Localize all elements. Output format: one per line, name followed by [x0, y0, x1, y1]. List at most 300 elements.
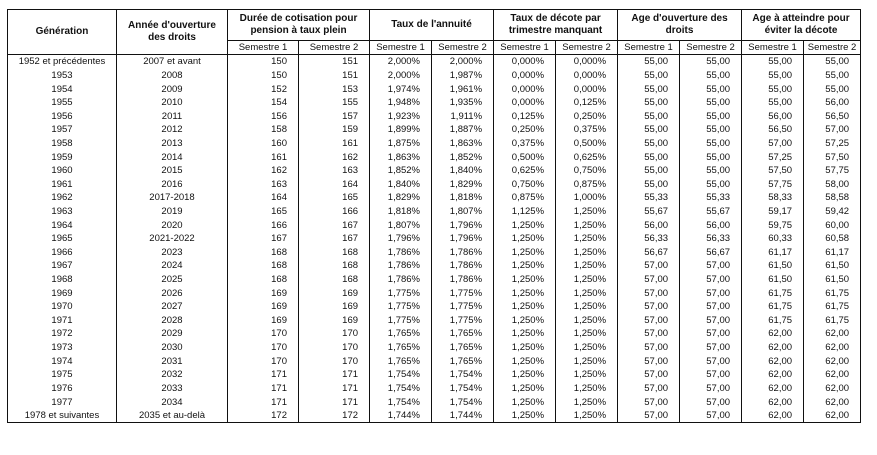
cell-taux-s2: 1,765%	[432, 327, 494, 341]
cell-duree-s1: 162	[228, 164, 299, 178]
cell-taux-s1: 1,765%	[370, 354, 432, 368]
cell-annee-ouverture: 2009	[117, 82, 228, 96]
cell-decote-s1: 1,250%	[494, 327, 556, 341]
cell-age-decote-s1: 61,75	[742, 314, 804, 328]
cell-generation: 1965	[8, 232, 117, 246]
table-row	[8, 273, 861, 287]
cell-age-ouverture-s1: 55,33	[618, 191, 680, 205]
cell-taux-s2: 1,786%	[432, 259, 494, 273]
cell-decote-s2: 0,000%	[556, 82, 618, 96]
pension-parameters-table	[7, 9, 861, 423]
cell-decote-s1: 1,125%	[494, 205, 556, 219]
header-duree-semestre-1: Semestre 1	[228, 41, 299, 55]
cell-age-decote-s2: 61,17	[804, 246, 861, 260]
cell-age-ouverture-s1: 57,00	[618, 327, 680, 341]
cell-taux-s2: 1,818%	[432, 191, 494, 205]
cell-duree-s1: 163	[228, 177, 299, 191]
cell-age-decote-s2: 62,00	[804, 327, 861, 341]
cell-duree-s1: 170	[228, 327, 299, 341]
cell-age-ouverture-s2: 55,00	[680, 137, 742, 151]
cell-annee-ouverture: 2026	[117, 286, 228, 300]
cell-age-decote-s2: 60,58	[804, 232, 861, 246]
cell-duree-s1: 168	[228, 246, 299, 260]
cell-generation: 1968	[8, 273, 117, 287]
cell-age-decote-s1: 58,33	[742, 191, 804, 205]
cell-age-decote-s1: 59,17	[742, 205, 804, 219]
cell-taux-s2: 1,887%	[432, 123, 494, 137]
cell-decote-s2: 1,250%	[556, 300, 618, 314]
cell-taux-s1: 1,765%	[370, 327, 432, 341]
cell-duree-s2: 168	[299, 273, 370, 287]
cell-taux-s2: 1,754%	[432, 395, 494, 409]
cell-decote-s1: 1,250%	[494, 232, 556, 246]
cell-age-decote-s1: 59,75	[742, 218, 804, 232]
cell-decote-s2: 1,250%	[556, 246, 618, 260]
cell-duree-s2: 167	[299, 232, 370, 246]
cell-age-decote-s1: 57,25	[742, 150, 804, 164]
cell-decote-s1: 1,250%	[494, 300, 556, 314]
cell-taux-s1: 1,754%	[370, 368, 432, 382]
header-taux-decote: Taux de décote par trimestre manquant	[494, 10, 618, 41]
cell-taux-s2: 1,796%	[432, 218, 494, 232]
cell-decote-s2: 0,875%	[556, 177, 618, 191]
cell-taux-s1: 1,765%	[370, 341, 432, 355]
cell-age-decote-s1: 62,00	[742, 341, 804, 355]
cell-age-decote-s1: 55,00	[742, 55, 804, 69]
cell-taux-s2: 1,786%	[432, 273, 494, 287]
cell-annee-ouverture: 2010	[117, 96, 228, 110]
cell-decote-s2: 1,000%	[556, 191, 618, 205]
cell-age-decote-s2: 62,00	[804, 395, 861, 409]
cell-decote-s1: 0,000%	[494, 69, 556, 83]
cell-taux-s1: 1,875%	[370, 137, 432, 151]
cell-age-ouverture-s1: 55,00	[618, 150, 680, 164]
cell-decote-s2: 1,250%	[556, 286, 618, 300]
cell-taux-s1: 1,829%	[370, 191, 432, 205]
cell-age-ouverture-s2: 55,00	[680, 82, 742, 96]
cell-age-ouverture-s2: 55,00	[680, 69, 742, 83]
cell-decote-s1: 1,250%	[494, 341, 556, 355]
cell-decote-s1: 0,500%	[494, 150, 556, 164]
cell-age-decote-s2: 56,50	[804, 109, 861, 123]
cell-taux-s2: 2,000%	[432, 55, 494, 69]
cell-duree-s2: 161	[299, 137, 370, 151]
cell-age-decote-s1: 61,50	[742, 273, 804, 287]
table-row	[8, 96, 861, 110]
cell-taux-s2: 1,775%	[432, 314, 494, 328]
cell-duree-s1: 158	[228, 123, 299, 137]
cell-annee-ouverture: 2013	[117, 137, 228, 151]
cell-age-ouverture-s1: 56,33	[618, 232, 680, 246]
cell-taux-s1: 1,852%	[370, 164, 432, 178]
cell-decote-s1: 0,375%	[494, 137, 556, 151]
table-row	[8, 191, 861, 205]
cell-duree-s1: 170	[228, 341, 299, 355]
table-row	[8, 109, 861, 123]
cell-age-ouverture-s2: 57,00	[680, 409, 742, 423]
table-row	[8, 205, 861, 219]
cell-age-decote-s1: 61,17	[742, 246, 804, 260]
cell-age-ouverture-s2: 57,00	[680, 300, 742, 314]
cell-age-ouverture-s1: 57,00	[618, 341, 680, 355]
cell-duree-s1: 168	[228, 273, 299, 287]
cell-generation: 1955	[8, 96, 117, 110]
cell-taux-s2: 1,775%	[432, 286, 494, 300]
cell-duree-s1: 171	[228, 382, 299, 396]
cell-age-ouverture-s1: 57,00	[618, 354, 680, 368]
cell-age-decote-s2: 62,00	[804, 354, 861, 368]
cell-age-decote-s2: 55,00	[804, 55, 861, 69]
cell-duree-s1: 154	[228, 96, 299, 110]
cell-annee-ouverture: 2030	[117, 341, 228, 355]
cell-taux-s1: 1,796%	[370, 232, 432, 246]
cell-decote-s1: 1,250%	[494, 314, 556, 328]
cell-taux-s2: 1,775%	[432, 300, 494, 314]
cell-decote-s1: 0,625%	[494, 164, 556, 178]
cell-age-ouverture-s1: 57,00	[618, 314, 680, 328]
cell-annee-ouverture: 2008	[117, 69, 228, 83]
cell-decote-s2: 1,250%	[556, 341, 618, 355]
table-row	[8, 300, 861, 314]
cell-age-ouverture-s1: 57,00	[618, 382, 680, 396]
cell-age-ouverture-s1: 57,00	[618, 395, 680, 409]
cell-generation: 1975	[8, 368, 117, 382]
cell-decote-s1: 1,250%	[494, 395, 556, 409]
cell-decote-s2: 1,250%	[556, 382, 618, 396]
cell-age-ouverture-s1: 55,00	[618, 177, 680, 191]
cell-duree-s2: 172	[299, 409, 370, 423]
cell-decote-s1: 1,250%	[494, 354, 556, 368]
cell-decote-s1: 1,250%	[494, 409, 556, 423]
cell-age-decote-s2: 62,00	[804, 409, 861, 423]
cell-duree-s1: 160	[228, 137, 299, 151]
cell-annee-ouverture: 2012	[117, 123, 228, 137]
cell-decote-s1: 1,250%	[494, 259, 556, 273]
cell-decote-s1: 0,875%	[494, 191, 556, 205]
cell-age-decote-s1: 61,75	[742, 286, 804, 300]
table-row	[8, 150, 861, 164]
header-duree-semestre-2: Semestre 2	[299, 41, 370, 55]
cell-taux-s1: 1,974%	[370, 82, 432, 96]
header-age-ouverture-semestre-1: Semestre 1	[618, 41, 680, 55]
cell-decote-s2: 1,250%	[556, 354, 618, 368]
cell-annee-ouverture: 2027	[117, 300, 228, 314]
table-row	[8, 232, 861, 246]
cell-age-decote-s1: 62,00	[742, 327, 804, 341]
cell-generation: 1972	[8, 327, 117, 341]
header-taux-annuite: Taux de l'annuité	[370, 10, 494, 41]
cell-taux-s1: 1,786%	[370, 259, 432, 273]
cell-age-decote-s1: 57,75	[742, 177, 804, 191]
table-row	[8, 327, 861, 341]
cell-generation: 1969	[8, 286, 117, 300]
cell-age-ouverture-s1: 55,00	[618, 82, 680, 96]
cell-age-ouverture-s1: 55,00	[618, 137, 680, 151]
cell-annee-ouverture: 2034	[117, 395, 228, 409]
cell-decote-s1: 1,250%	[494, 273, 556, 287]
cell-taux-s2: 1,863%	[432, 137, 494, 151]
cell-age-ouverture-s2: 56,33	[680, 232, 742, 246]
header-decote-semestre-1: Semestre 1	[494, 41, 556, 55]
cell-age-decote-s2: 55,00	[804, 82, 861, 96]
cell-age-ouverture-s1: 55,00	[618, 69, 680, 83]
cell-taux-s2: 1,987%	[432, 69, 494, 83]
cell-age-decote-s2: 62,00	[804, 368, 861, 382]
cell-decote-s2: 0,250%	[556, 109, 618, 123]
header-age-eviter-decote: Age à atteindre pour éviter la décote	[742, 10, 861, 41]
cell-decote-s1: 1,250%	[494, 286, 556, 300]
cell-decote-s1: 0,250%	[494, 123, 556, 137]
cell-age-decote-s1: 55,00	[742, 69, 804, 83]
cell-taux-s1: 1,754%	[370, 395, 432, 409]
cell-age-decote-s2: 62,00	[804, 382, 861, 396]
cell-taux-s2: 1,796%	[432, 232, 494, 246]
header-age-decote-semestre-1: Semestre 1	[742, 41, 804, 55]
cell-age-ouverture-s2: 55,00	[680, 55, 742, 69]
cell-age-ouverture-s2: 55,00	[680, 123, 742, 137]
cell-duree-s1: 172	[228, 409, 299, 423]
cell-age-decote-s1: 62,00	[742, 409, 804, 423]
cell-taux-s1: 1,754%	[370, 382, 432, 396]
table-row	[8, 82, 861, 96]
cell-age-decote-s2: 60,00	[804, 218, 861, 232]
cell-duree-s1: 164	[228, 191, 299, 205]
cell-decote-s2: 0,000%	[556, 55, 618, 69]
cell-duree-s2: 162	[299, 150, 370, 164]
cell-duree-s2: 170	[299, 354, 370, 368]
cell-duree-s2: 153	[299, 82, 370, 96]
cell-generation: 1964	[8, 218, 117, 232]
cell-age-ouverture-s1: 56,67	[618, 246, 680, 260]
cell-age-ouverture-s1: 55,00	[618, 123, 680, 137]
table-row	[8, 218, 861, 232]
cell-age-ouverture-s2: 56,67	[680, 246, 742, 260]
cell-age-ouverture-s1: 56,00	[618, 218, 680, 232]
cell-generation: 1960	[8, 164, 117, 178]
cell-generation: 1962	[8, 191, 117, 205]
cell-age-decote-s2: 58,58	[804, 191, 861, 205]
cell-generation: 1963	[8, 205, 117, 219]
cell-generation: 1976	[8, 382, 117, 396]
cell-age-ouverture-s2: 57,00	[680, 259, 742, 273]
cell-annee-ouverture: 2031	[117, 354, 228, 368]
cell-duree-s2: 171	[299, 382, 370, 396]
cell-age-decote-s2: 55,00	[804, 69, 861, 83]
cell-duree-s2: 168	[299, 246, 370, 260]
cell-duree-s2: 171	[299, 368, 370, 382]
table-row	[8, 55, 861, 69]
cell-duree-s1: 171	[228, 368, 299, 382]
cell-decote-s2: 1,250%	[556, 327, 618, 341]
cell-taux-s2: 1,765%	[432, 354, 494, 368]
cell-age-ouverture-s1: 55,67	[618, 205, 680, 219]
cell-taux-s2: 1,852%	[432, 150, 494, 164]
cell-annee-ouverture: 2025	[117, 273, 228, 287]
cell-duree-s2: 159	[299, 123, 370, 137]
table-row	[8, 259, 861, 273]
cell-taux-s2: 1,807%	[432, 205, 494, 219]
cell-taux-s1: 1,818%	[370, 205, 432, 219]
header-generation: Génération	[8, 10, 117, 55]
cell-duree-s2: 167	[299, 218, 370, 232]
cell-duree-s2: 164	[299, 177, 370, 191]
cell-generation: 1956	[8, 109, 117, 123]
header-age-ouverture: Age d'ouverture des droits	[618, 10, 742, 41]
cell-age-decote-s1: 55,00	[742, 96, 804, 110]
cell-duree-s1: 168	[228, 259, 299, 273]
cell-duree-s2: 171	[299, 395, 370, 409]
cell-age-ouverture-s1: 55,00	[618, 55, 680, 69]
cell-taux-s2: 1,786%	[432, 246, 494, 260]
cell-age-ouverture-s1: 55,00	[618, 96, 680, 110]
cell-generation: 1954	[8, 82, 117, 96]
cell-generation: 1967	[8, 259, 117, 273]
cell-age-decote-s1: 62,00	[742, 354, 804, 368]
cell-age-ouverture-s2: 57,00	[680, 341, 742, 355]
cell-age-ouverture-s1: 55,00	[618, 109, 680, 123]
cell-age-decote-s2: 61,75	[804, 314, 861, 328]
cell-decote-s1: 0,125%	[494, 109, 556, 123]
cell-taux-s1: 1,775%	[370, 286, 432, 300]
cell-age-decote-s1: 62,00	[742, 395, 804, 409]
cell-duree-s2: 170	[299, 341, 370, 355]
cell-decote-s2: 0,625%	[556, 150, 618, 164]
cell-taux-s1: 2,000%	[370, 55, 432, 69]
cell-duree-s1: 170	[228, 354, 299, 368]
cell-taux-s1: 1,899%	[370, 123, 432, 137]
cell-taux-s1: 1,923%	[370, 109, 432, 123]
cell-taux-s2: 1,829%	[432, 177, 494, 191]
cell-duree-s1: 169	[228, 314, 299, 328]
cell-duree-s1: 156	[228, 109, 299, 123]
cell-decote-s1: 1,250%	[494, 246, 556, 260]
header-annee-ouverture: Année d'ouverture des droits	[117, 10, 228, 55]
cell-decote-s1: 1,250%	[494, 382, 556, 396]
table-row	[8, 354, 861, 368]
cell-age-ouverture-s2: 57,00	[680, 395, 742, 409]
cell-decote-s2: 1,250%	[556, 273, 618, 287]
cell-age-decote-s1: 55,00	[742, 82, 804, 96]
table-row	[8, 314, 861, 328]
cell-annee-ouverture: 2024	[117, 259, 228, 273]
cell-age-ouverture-s1: 57,00	[618, 286, 680, 300]
table-header	[8, 10, 861, 55]
table-row	[8, 69, 861, 83]
cell-duree-s2: 155	[299, 96, 370, 110]
cell-age-ouverture-s2: 55,00	[680, 109, 742, 123]
cell-age-decote-s1: 62,00	[742, 368, 804, 382]
table-row	[8, 137, 861, 151]
cell-decote-s2: 1,250%	[556, 205, 618, 219]
header-duree-cotisation: Durée de cotisation pour pension à taux plein	[228, 10, 370, 41]
cell-generation: 1959	[8, 150, 117, 164]
cell-decote-s1: 0,000%	[494, 55, 556, 69]
cell-annee-ouverture: 2035 et au-delà	[117, 409, 228, 423]
cell-taux-s2: 1,765%	[432, 341, 494, 355]
cell-decote-s2: 0,750%	[556, 164, 618, 178]
cell-age-decote-s2: 58,00	[804, 177, 861, 191]
cell-duree-s1: 169	[228, 300, 299, 314]
cell-age-decote-s1: 61,75	[742, 300, 804, 314]
cell-decote-s2: 1,250%	[556, 218, 618, 232]
cell-generation: 1966	[8, 246, 117, 260]
cell-generation: 1971	[8, 314, 117, 328]
cell-taux-s1: 2,000%	[370, 69, 432, 83]
cell-age-decote-s1: 57,00	[742, 137, 804, 151]
cell-duree-s2: 169	[299, 286, 370, 300]
cell-duree-s1: 150	[228, 55, 299, 69]
cell-decote-s2: 1,250%	[556, 259, 618, 273]
header-age-decote-semestre-2: Semestre 2	[804, 41, 861, 55]
cell-duree-s1: 152	[228, 82, 299, 96]
cell-annee-ouverture: 2015	[117, 164, 228, 178]
cell-generation: 1952 et précédentes	[8, 55, 117, 69]
cell-annee-ouverture: 2017-2018	[117, 191, 228, 205]
cell-generation: 1961	[8, 177, 117, 191]
cell-age-ouverture-s1: 57,00	[618, 368, 680, 382]
cell-age-decote-s2: 57,75	[804, 164, 861, 178]
cell-duree-s1: 166	[228, 218, 299, 232]
cell-age-ouverture-s1: 57,00	[618, 409, 680, 423]
cell-age-ouverture-s2: 55,00	[680, 150, 742, 164]
header-taux-semestre-2: Semestre 2	[432, 41, 494, 55]
cell-age-ouverture-s1: 55,00	[618, 164, 680, 178]
cell-age-decote-s2: 62,00	[804, 341, 861, 355]
table-row	[8, 368, 861, 382]
cell-age-decote-s1: 57,50	[742, 164, 804, 178]
cell-age-decote-s2: 61,50	[804, 273, 861, 287]
table-row	[8, 164, 861, 178]
cell-annee-ouverture: 2019	[117, 205, 228, 219]
cell-annee-ouverture: 2020	[117, 218, 228, 232]
cell-decote-s2: 1,250%	[556, 409, 618, 423]
cell-age-ouverture-s2: 55,00	[680, 177, 742, 191]
cell-taux-s1: 1,775%	[370, 300, 432, 314]
cell-taux-s1: 1,840%	[370, 177, 432, 191]
cell-age-ouverture-s1: 57,00	[618, 300, 680, 314]
cell-generation: 1974	[8, 354, 117, 368]
cell-generation: 1957	[8, 123, 117, 137]
cell-taux-s2: 1,744%	[432, 409, 494, 423]
cell-annee-ouverture: 2014	[117, 150, 228, 164]
table-row	[8, 123, 861, 137]
header-age-ouverture-semestre-2: Semestre 2	[680, 41, 742, 55]
cell-age-ouverture-s2: 55,00	[680, 164, 742, 178]
cell-duree-s1: 161	[228, 150, 299, 164]
cell-taux-s2: 1,911%	[432, 109, 494, 123]
cell-taux-s2: 1,840%	[432, 164, 494, 178]
header-taux-semestre-1: Semestre 1	[370, 41, 432, 55]
cell-taux-s2: 1,961%	[432, 82, 494, 96]
cell-decote-s2: 0,125%	[556, 96, 618, 110]
table-row	[8, 395, 861, 409]
cell-annee-ouverture: 2032	[117, 368, 228, 382]
cell-decote-s1: 0,000%	[494, 96, 556, 110]
cell-age-ouverture-s2: 55,67	[680, 205, 742, 219]
cell-taux-s1: 1,807%	[370, 218, 432, 232]
cell-annee-ouverture: 2007 et avant	[117, 55, 228, 69]
cell-annee-ouverture: 2021-2022	[117, 232, 228, 246]
cell-age-decote-s1: 56,50	[742, 123, 804, 137]
cell-taux-s1: 1,863%	[370, 150, 432, 164]
cell-duree-s1: 167	[228, 232, 299, 246]
cell-age-ouverture-s2: 57,00	[680, 382, 742, 396]
cell-decote-s2: 1,250%	[556, 368, 618, 382]
cell-taux-s2: 1,935%	[432, 96, 494, 110]
cell-age-ouverture-s2: 57,00	[680, 314, 742, 328]
cell-duree-s2: 157	[299, 109, 370, 123]
cell-generation: 1973	[8, 341, 117, 355]
